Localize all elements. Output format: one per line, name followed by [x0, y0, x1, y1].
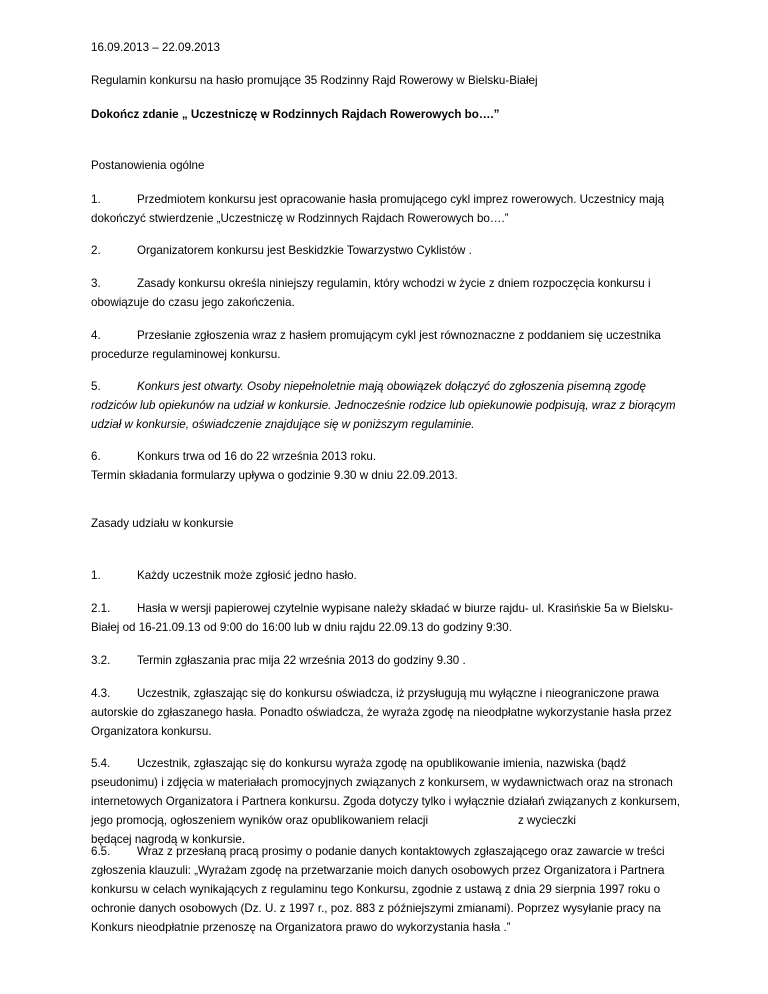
- item-number: 3.2.: [91, 654, 111, 667]
- item-number: 2.: [91, 244, 101, 257]
- section-heading-rules: Zasady udziału w konkursie: [91, 517, 234, 530]
- item-number: 6.: [91, 450, 101, 463]
- item-text-extra: Termin składania formularzy upływa o godzinie 9.30 w dniu 22.09.2013.: [91, 469, 458, 482]
- item-text: Przedmiotem konkursu jest opracowanie hasła promującego cykl imprez rowerowych. Uczestnicy mają dokończyć stwierdzenie „Uczestniczę w Rodzinnych Rajdach Rowerowych bo….”: [91, 193, 665, 225]
- item-text: Hasła w wersji papierowej czytelnie wypisane należy składać w biurze rajdu- ul. Krasińskie 5a w Bielsku-Białej od 16-21.09.13 od 9:00 do 16:00 lub w dniu rajdu 22.09.13 do godziny 9:30.: [91, 602, 674, 634]
- date-range: 16.09.2013 – 22.09.2013: [91, 41, 220, 54]
- item-text: Termin zgłaszania prac mija 22 września 2013 do godziny 9.30 .: [137, 654, 466, 667]
- item-number: 4.: [91, 329, 101, 342]
- item-text-tail: z wycieczki: [518, 814, 577, 827]
- item-text: Uczestnik, zgłaszając się do konkursu wyraża zgodę na opublikowanie imienia, nazwiska (bądź pseudonimu) i zdjęcia w materiałach promocyjnych związanych z konkursem, w wydawnictwach oraz na stronach internetowych Organizatora i Partnera konkursu. Zgoda dotyczy tylko i wyłącznie działań związanych z konkursem, jego promocją, ogłoszeniem wyników oraz opublikowaniem relacji: [91, 757, 680, 827]
- item-text: Przesłanie zgłoszenia wraz z hasłem promującym cykl jest równoznaczne z poddaniem się uczestnika procedurze regulaminowej konkursu.: [91, 329, 661, 361]
- item-number: 2.1.: [91, 602, 111, 615]
- general-item-3: [91, 274, 681, 312]
- rules-item-6-5: [91, 842, 681, 937]
- item-number: 5.: [91, 380, 101, 393]
- item-text: Konkurs jest otwarty. Osoby niepełnoletnie mają obowiązek dołączyć do zgłoszenia pisemną zgodę rodziców lub opiekunów na udział w konkursie. Jednocześnie rodzice lub opiekunowie podpisują, wraz z biorącym udział w konkursie, oświadczenie znajdujące się w poniższym regulaminie.: [91, 380, 676, 431]
- general-item-2: [91, 241, 681, 260]
- general-item-1: [91, 190, 681, 228]
- rules-item-1: [91, 566, 681, 585]
- rules-item-3-2: [91, 651, 681, 670]
- item-text: Organizatorem konkursu jest Beskidzkie Towarzystwo Cyklistów .: [137, 244, 472, 257]
- general-item-6: [91, 447, 681, 485]
- rules-item-5-4: [91, 754, 681, 849]
- item-text-tail2: będącej nagrodą w konkursie.: [91, 833, 246, 846]
- rules-item-4-3: [91, 684, 681, 741]
- item-number: 6.5.: [91, 845, 111, 858]
- general-item-4: [91, 326, 681, 364]
- item-text: Uczestnik, zgłaszając się do konkursu oświadcza, iż przysługują mu wyłączne i nieograniczone prawa autorskie do zgłaszanego hasła. Ponadto oświadcza, że wyraża zgodę na nieodpłatne wykorzystanie hasła przez Organizatora konkursu.: [91, 687, 672, 738]
- section-heading-general: Postanowienia ogólne: [91, 159, 205, 172]
- item-text: Wraz z przesłaną pracą prosimy o podanie danych kontaktowych zgłaszającego oraz zawarcie w treści zgłoszenia klauzuli: „Wyrażam zgodę na przetwarzanie moich danych osobowych przez Organizatora i Partnera konkursu w celach wynikających z regulaminu tego Konkursu, zgodnie z ustawą z dnia 29 sierpnia 1997 roku o ochronie danych osobowych (Dz. U. z 1997 r., poz. 883 z późniejszymi zmianami). Poprzez wysyłanie pracy na Konkurs nieodpłatnie przenoszę na Organizatora prawo do wykorzystania hasła .”: [91, 845, 665, 934]
- item-number: 4.3.: [91, 687, 111, 700]
- item-text: Każdy uczestnik może zgłosić jedno hasło.: [137, 569, 357, 582]
- item-number: 3.: [91, 277, 101, 290]
- item-number: 5.4.: [91, 757, 111, 770]
- contest-prompt: Dokończ zdanie „ Uczestniczę w Rodzinnych Rajdach Rowerowych bo….”: [91, 108, 500, 121]
- general-item-5: [91, 377, 681, 434]
- document-title: Regulamin konkursu na hasło promujące 35 Rodzinny Rajd Rowerowy w Bielsku-Białej: [91, 74, 538, 87]
- item-number: 1.: [91, 569, 101, 582]
- item-text: Zasady konkursu określa niniejszy regulamin, który wchodzi w życie z dniem rozpoczęcia konkursu i obowiązuje do czasu jego zakończenia.: [91, 277, 651, 309]
- item-text: Konkurs trwa od 16 do 22 września 2013 roku.: [137, 450, 377, 463]
- item-number: 1.: [91, 193, 101, 206]
- rules-item-2-1: [91, 599, 681, 637]
